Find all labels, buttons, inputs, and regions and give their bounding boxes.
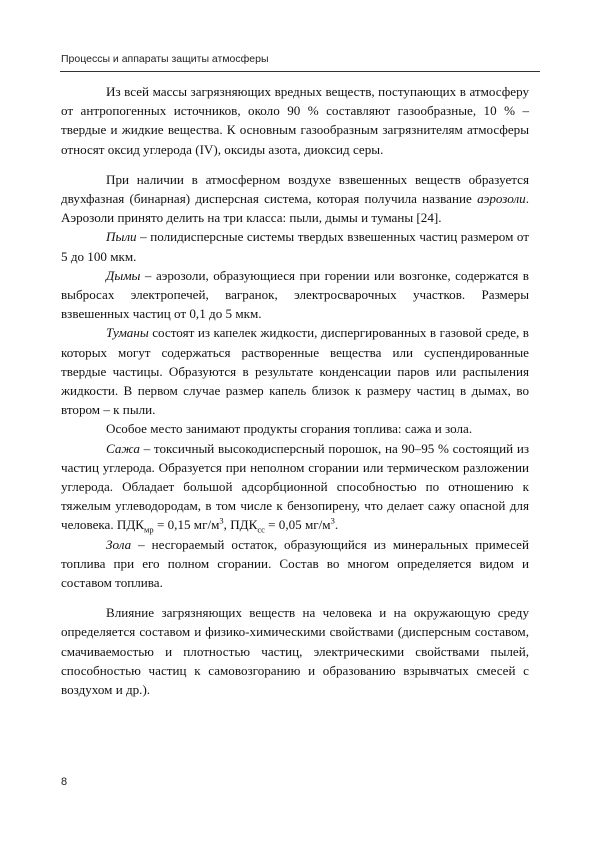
- text-span: = 0,05 мг/м: [264, 517, 331, 533]
- text-span: . Аэрозоли принято делить на три класса: пыли, дымы и туманы [24].: [61, 191, 529, 226]
- term-smoke: Дымы: [106, 267, 141, 283]
- text-span: – полидисперсные системы твердых взвешенных частиц размером от 5 до 100 мкм.: [61, 229, 529, 264]
- text-span: – аэрозоли, образующиеся при горении или возгонке, содержатся в выбросах электропечей, вагранок, электросварочных участков. Размеры взвешенных частиц от 0,1 до 5 мкм.: [61, 267, 529, 322]
- superscript-3: 3: [219, 516, 224, 527]
- paragraph-combustion-products: Особое место занимают продукты сгорания топлива: сажа и зола.: [106, 421, 473, 437]
- paragraph-influence: Влияние загрязняющих веществ на человека и на окружающую среду определяется составом и физико-химическими свойствами (дисперсным составом, смачиваемостью и плотностью частиц, электрическими свойствами пылей, способностью частиц к самовозгоранию и образованию взрывчатых смесей с воздухом и др.).: [61, 605, 529, 698]
- text-span: , ПДК: [223, 517, 258, 533]
- running-header: Процессы и аппараты защиты атмосферы: [61, 53, 269, 65]
- term-soot: Сажа: [106, 440, 140, 456]
- subscript-mr: мр: [144, 525, 154, 536]
- text-span: .: [334, 517, 339, 533]
- paragraph-fog: [61, 323, 529, 419]
- term-ash: Зола: [106, 536, 132, 552]
- paragraph-aerosols: [61, 170, 529, 228]
- paragraph-smoke: [61, 266, 529, 324]
- subscript-ss: сс: [257, 525, 265, 536]
- term-fog: Туманы: [106, 325, 149, 341]
- text-span: При наличии в атмосферном воздухе взвешенных веществ образуется двухфазная (бинарная) дисперсная система, которая получила название: [61, 171, 529, 207]
- paragraph-dust: [61, 227, 529, 265]
- body-text: [61, 82, 529, 699]
- paragraph-gas-pollutants: Из всей массы загрязняющих вредных веществ, поступающих в атмосферу от антропогенных источников, около 90 % составляют газообразные, 10 % – твердые и жидкие вещества. К основным газообразным загрязнителям атмосферы относят оксид углерода (IV), оксиды азота, диоксид серы.: [61, 84, 529, 157]
- text-span: состоят из капелек жидкости, диспергированных в газовой среде, в которых могут содержаться растворенные вещества или суспендированные твердые частицы. Образуются в результате конденсации паров или распыления жидкости. В первом случае размер капель близок к размеру частиц в дымах, во втором – к пыли.: [61, 325, 529, 418]
- superscript-3: 3: [330, 516, 335, 527]
- text-span: – несгораемый остаток, образующийся из минеральных примесей топлива при его полном сгорании. Состав во многом определяется видом и составом топлива.: [61, 536, 529, 591]
- text-span: = 0,15 мг/м: [153, 517, 220, 533]
- paragraph-ash: [61, 535, 529, 593]
- text-span: – токсичный высокодисперсный порошок, на 90–95 % состоящий из частиц углерода. Образуется при неполном сгорании или термическом разложении углерода. Обладает большой адсорбционной способностью по отношению к тяжелым углеводородам, в том числе к бензопирену, что делает сажу опасной для человека. ПДК: [61, 440, 529, 533]
- term-dust: Пыли: [106, 229, 137, 245]
- term-aerosols: аэрозоли: [477, 191, 526, 207]
- page-number: 8: [61, 776, 68, 788]
- header-rule: [60, 71, 540, 72]
- paragraph-soot: [61, 439, 529, 535]
